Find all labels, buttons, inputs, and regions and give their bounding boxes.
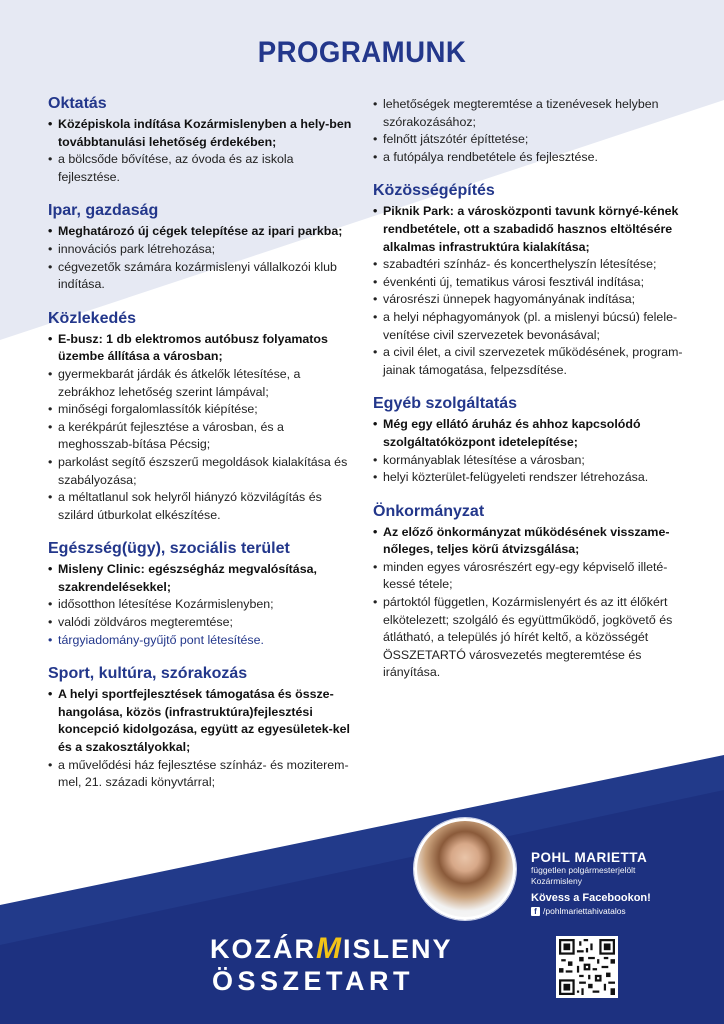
program-list (48, 686, 358, 792)
program-section (48, 95, 358, 186)
program-item: • a bölcsőde bővítése, az óvoda és az iskola fejlesztése. (48, 151, 358, 186)
program-section (48, 202, 358, 293)
facebook-follow-text: Kövess a Facebookon! (531, 892, 651, 904)
brand-m: M (316, 932, 343, 965)
candidate-info (531, 850, 651, 916)
program-section (373, 182, 693, 379)
program-item: • a civil élet, a civil szervezetek működésének, program-jainak támogatása, felpezsdítése. (373, 344, 693, 379)
program-item: • pártoktól független, Kozármislenyért és az itt élőkért elkötelezett; szolgáló és együttműködő, jogkövető és átlátható, a település jó hírét keltő, a közösségét ÖSSZETARTÓ városvezetés megteremtése és irányítása. (373, 594, 693, 682)
program-item: • Misleny Clinic: egészségház megvalósítása, szakrendelésekkel; (48, 561, 358, 596)
program-item: • tárgyiadomány-gyűjtő pont létesítése. (48, 632, 358, 650)
program-list (373, 416, 693, 486)
program-item: • A helyi sportfejlesztések támogatása és össze-hangolása, közös (infrastruktúra)fejlesztési koncepció kidolgozása, együtt az egyesületek-kel és a szakosztályokkal; (48, 686, 358, 756)
section-heading: Egészség(ügy), szociális terület (48, 540, 290, 558)
program-item: • helyi közterület-felügyeleti rendszer létrehozása. (373, 469, 693, 487)
program-section (48, 540, 358, 649)
program-item: • Középiskola indítása Kozármislenyben a hely-ben továbbtanulási lehetőség érdekében; (48, 116, 358, 151)
program-list (48, 331, 358, 525)
program-item: • Piknik Park: a városközponti tavunk környé-kének rendbetétele, ott a szabadidő hasznos eltöltésére alkalmas infrastruktúra kialakítása; (373, 203, 693, 256)
program-item: • a művelődési ház fejlesztése színház- és moziterem-mel, 21. századi könyvtárral; (48, 757, 358, 792)
section-heading: Egyéb szolgáltatás (373, 395, 518, 413)
section-heading: Közösségépítés (373, 182, 495, 200)
program-item: • minőségi forgalomlassítók kiépítése; (48, 401, 358, 419)
program-section (373, 395, 693, 486)
section-heading: Közlekedés (48, 309, 137, 327)
program-item: • Meghatározó új cégek telepítése az ipari parkba; (48, 223, 358, 241)
qr-code-icon (559, 939, 615, 995)
candidate-town: Kozármisleny (531, 876, 583, 886)
program-list (373, 203, 693, 379)
brand-logo (210, 934, 453, 998)
candidate-photo (414, 818, 516, 920)
program-item: • gyermekbarát járdák és átkelők létesítése, a zebrákhoz lehetőség szerint lámpával; (48, 366, 358, 401)
brand-part2: ISLENY (343, 934, 453, 964)
brand-line2: ÖSSZETART (212, 966, 414, 996)
program-item: • évenkénti új, tematikus városi fesztivál indítása; (373, 274, 693, 292)
program-item: • városrészi ünnepek hagyományának indítása; (373, 291, 693, 309)
program-item: • felnőtt játszótér építtetése; (373, 131, 693, 149)
program-item: • E-busz: 1 db elektromos autóbusz folyamatos üzembe állítása a városban; (48, 331, 358, 366)
program-item: • idősotthon létesítése Kozármislenyben; (48, 596, 358, 614)
program-item: • a méltatlanul sok helyről hiányzó közvilágítás és szilárd útburkolat elkészítése. (48, 489, 358, 524)
program-item: • a futópálya rendbetétele és fejlesztése. (373, 149, 693, 167)
facebook-icon: f (531, 907, 540, 916)
program-item: • a kerékpárút fejlesztése a városban, és a meghosszab-bítása Pécsig; (48, 419, 358, 454)
qr-code[interactable] (556, 936, 618, 998)
program-item: • a helyi néphagyományok (pl. a mislenyi búcsú) felele-venítése civil szervezetek bevonásával; (373, 309, 693, 344)
program-list (373, 524, 693, 682)
program-item: • kormányablak létesítése a városban; (373, 452, 693, 470)
program-list (48, 561, 358, 649)
program-section (373, 503, 693, 682)
program-section (48, 310, 358, 525)
candidate-name: POHL MARIETTA (531, 850, 648, 865)
section-heading: Sport, kultúra, szórakozás (48, 665, 248, 683)
program-list (48, 223, 358, 293)
program-item: • parkolást segítő észszerű megoldások kialakítása és szabályozása; (48, 454, 358, 489)
right-column (373, 96, 693, 698)
section-heading: Ipar, gazdaság (48, 202, 159, 220)
brand-part1: KOZÁR (210, 934, 316, 964)
program-item: • innovációs park létrehozása; (48, 241, 358, 259)
program-section (48, 665, 358, 792)
section-heading: Önkormányzat (373, 502, 485, 520)
facebook-link[interactable] (531, 906, 651, 916)
program-item: • minden egyes városrészért egy-egy képviselő illeté-kessé tétele; (373, 559, 693, 594)
left-column (48, 95, 358, 808)
program-item: • Még egy ellátó áruház és ahhoz kapcsolódó szolgáltatóközpont idetelepítése; (373, 416, 693, 451)
program-item: • Az előző önkormányzat működésének visszame-nőleges, teljes körű átvizsgálása; (373, 524, 693, 559)
section-heading: Oktatás (48, 95, 107, 112)
program-item: • cégvezetők számára kozármislenyi vállalkozói klub indítása. (48, 259, 358, 294)
program-section (373, 96, 693, 166)
program-list (48, 116, 358, 186)
program-item: • valódi zöldváros megteremtése; (48, 614, 358, 632)
program-item: • lehetőségek megteremtése a tizenévesek helyben szórakozásához; (373, 96, 693, 131)
page-title: PROGRAMUNK (257, 36, 467, 69)
candidate-role: független polgármesterjelölt (531, 865, 636, 875)
program-list (373, 96, 693, 166)
facebook-handle: /pohlmariettahivatalos (543, 906, 626, 916)
program-item: • szabadtéri színház- és koncerthelyszín létesítése; (373, 256, 693, 274)
